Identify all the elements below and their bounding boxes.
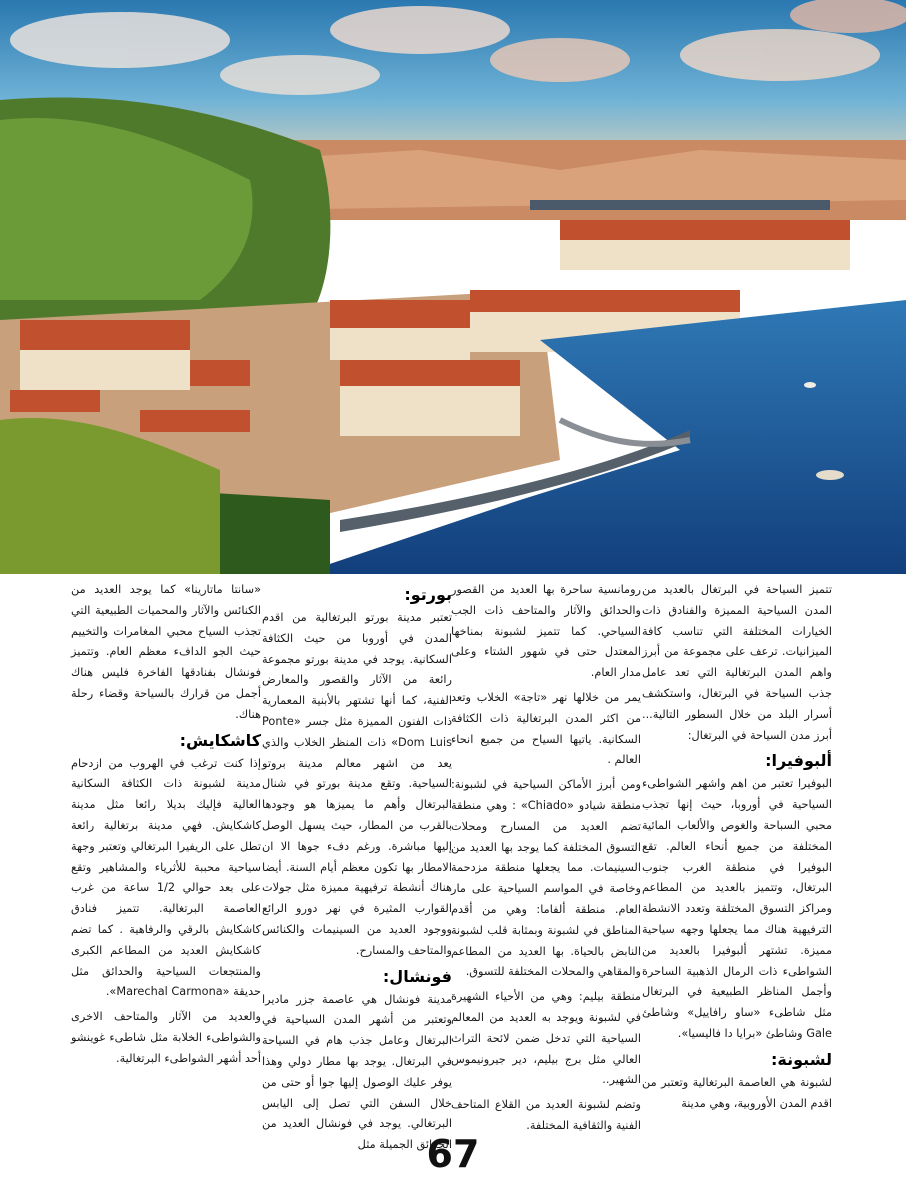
lisbon-paragraph: لشبونة هي العاصمة البرتغالية وتعتبر من اقدم المدن الأوروبية، وهي مدينة	[642, 1075, 832, 1110]
heading-albufeira: ألبوفيرا:	[765, 751, 832, 771]
albufeira-paragraph: البوفيرا تعتبر من اهم واشهر الشواطىء السياحية في أوروبا، حيث إنها تجذب محبي السباحة والغوص والألعاب المائية المختلفة من جميع أنحاء العالم. تقع البوفيرا في منطقة الغرب جنوب البرتغال، وتتميز بالعديد من المطاعم ومراكز التسوق المختلفة وتعدد الانشطة الترفيهية هناك مما يجعلها وجهه سياحية مميزة. تشتهر ألبوفيرا بالعديد من الشواطىء ذات الرمال الذهبية الساحرة وأجمل المناظر الطبيعية في البرتغال مثل شاطىء «ساو رافاييل» وشاطئ Gale وشاطئ «برايا دا فاليسيا».	[642, 777, 832, 1040]
cascais-paragraph: إذا كنت ترغب في الهروب من ازدحام مدينة لشبونة ذات الكثافة السكانية العالية فإليك بديلا رائعا مثل مدينة كاشكايش. فهي مدينة برتغالية رائعة تطل على الريفيرا البرتغالي وتعتبر وجهة سياحية محببة للأثرياء والمشاهير وتقع على بعد حوالي 1/2 ساعة من غرب العاصمة البرتغالية. تتميز فنادق كاشكايش بالرقي والرفاهية . كما تضم كاشكايش العديد من المطاعم الكبرى والمنتجعات السياحية والحدائق مثل حديقة «Marechal Carmona».	[71, 756, 262, 999]
lisbon-paragraph-3: يمر من خلالها نهر «تاجة» الخلاب وتعد من اكثر المدن البرتغالية ذات الكثافة السكانية. ياتيها السياح من جميع انحاء العالم .	[451, 690, 641, 767]
heading-porto: بورتو:	[404, 585, 452, 604]
heading-lisbon: لشبونة:	[771, 1049, 832, 1069]
belem-paragraph: منطقة بيليم: وهي من الأحياء الشهيرة في لشبونة ويوجد به العديد من المعالم السياحية التي تدخل ضمن لائحة التراث العالي مثل برج بيليم، دير جيرونيموس الشهير..	[451, 990, 641, 1087]
porto-paragraph: تعتبر مدينة بورتو البرتغالية من اقدم المدن في أوروبا من حيث الكثافة السكانية. يوجد في مدينة بورتو مجموعة رائعة من الآثار والقصور والمعارض الفنية، كما أنها تشتهر بالأبنية المعمارية ذات الفنون المميزة مثل جسر «Ponte Dom Luis» ذات المنظر الخلاب والذي يعد من اشهر معالم مدينة بروتو السياحية. وتقع مدينة بورتو في شنال البرتغال وأهم ما يميزها هو وجودها بالقرب من المطار، حيث يسهل الوصل إليها مباشرة. ورغم دفء جوها الا ان الامطار بها تكون معظم أيام السنة. أيضا هناك أنشطة ترفيهية مميزة مثل جولات القوارب المثيرة في نهر دورو الرائع ووجود العديد من السينيمات والكنائس والمتاحف والمسارح.	[262, 611, 452, 957]
page-number: 67	[426, 1132, 480, 1176]
lisbon-paragraph-2: رومانسية ساحرة بها العديد من القصور والحدائق والآثار والمتاحف ذات الجب السياحي. كما تتميز لشبونة بمناخها المعتدل حتى في شهور الشتاء وعلى مدار العام.	[451, 583, 641, 680]
intro-paragraph: تتميز السياحة في البرتغال بالعديد من المدن السياحية المميزة والفنادق ذات الخيارات المختلفة التي تناسب كافة الميزانيات. ترعف على مجموعة من أبرز واهم المدن البرتغالية التي تعد عامل جذب السياحة في البرتغال، واستكشف أسرار البلد من خلال السطور التالية... أبرز مدن السياحة في البرتغال:	[642, 583, 832, 742]
funchal-paragraph-cont: «سانتا ماتارينا» كما يوجد العديد من الكنائس والآثار والمحميات الطبيعية التي تجذب السياح محبي المغامرات والتخييم حيث الجو الدافء معظم العام. وتتميز فونشال بفنادقها الفاخرة فليس هناك أجمل من قرارك بالسياحة وقضاء رحلة هناك.	[71, 583, 261, 721]
heading-cascais: كاشكايش:	[179, 730, 261, 750]
article-column-2	[451, 580, 641, 1141]
cascais-paragraph-2: والعديد من الآثار والمتاحف الاخرى والشواطىء الخلابة مثل شاطىء غوينشو أحد أشهر الشواطىء البرتغالية.	[71, 1010, 261, 1065]
article-column-3	[262, 580, 452, 1160]
funchal-paragraph: مدينة فونشال هي عاصمة جزر ماديرا وتعتبر من أشهر المدن السياحية في البرتغال وعامل جذب هام في السياحة في البرتغال. يوجد بها مطار دولي وهذا يوفر عليك الوصول إليها جوا أو حتى من خلال السفن التي تصل إلى اليابس البرتغالي. يوجد في فونشال العديد من الحدائق الجميلة مثل	[262, 992, 452, 1152]
hero-photo-porto	[0, 0, 906, 574]
article-column-1	[642, 580, 832, 1118]
heading-funchal: فونشال:	[382, 966, 452, 986]
article-column-4	[71, 580, 261, 1074]
lisbon-castles-paragraph: وتضم لشبونة العديد من القلاع المتاحف الفنية والثقافية المختلفة.	[451, 1098, 641, 1132]
lisbon-places-paragraph: ومن أبرز الأماكن السياحية في لشبونة: منطقة شيادو «Chiado» : وهي منطقة تضم العديد من المسارح ومحلات التسوق المختلفة كما يوجد بها العديد من السينيمات. مما يجعلها منطقة مزدحمة وخاصة في المواسم السياحية على مار العام. منطقة ألفاما: وهي من أقدم المناطق في لشبونة وبمثابة قلب لشبونة النابض بالحياة. بها العديد من المطاعم والمقاهي والمحلات المختلفة للتسوق.	[451, 778, 641, 979]
